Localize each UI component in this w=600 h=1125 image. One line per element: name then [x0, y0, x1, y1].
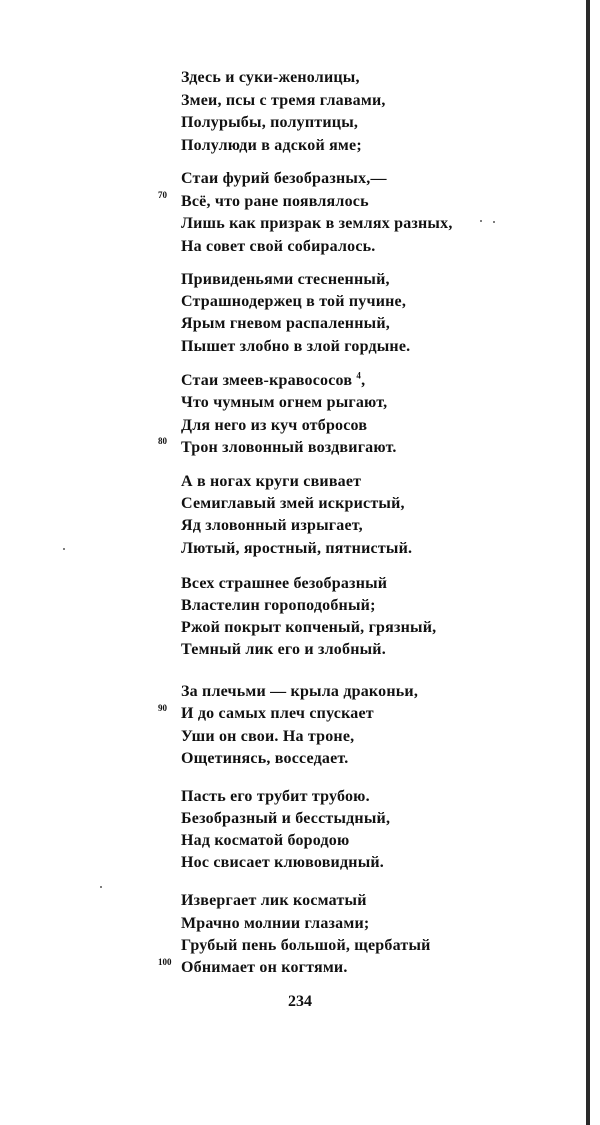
verse-line: Яд зловонный изрыгает, — [181, 517, 363, 534]
verse-line: Змеи, псы с тремя главами, — [181, 92, 386, 109]
verse-line: А в ногах круги свивает — [181, 473, 362, 490]
verse-line: Стаи фурий безобразных,— — [181, 170, 387, 187]
verse-line: Темный лик его и злобный. — [181, 641, 386, 658]
verse-line: Полулюди в адской яме; — [181, 137, 362, 154]
verse-line: На совет свой собиралось. — [181, 238, 376, 255]
scan-speck — [480, 220, 482, 222]
scan-speck — [100, 886, 102, 888]
line-number: 90 — [158, 703, 167, 713]
scan-edge — [586, 0, 590, 1125]
verse-line: Ржой покрыт копченый, грязный, — [181, 619, 437, 636]
verse-line: За плечьми — крыла драконьи, — [181, 683, 419, 700]
verse-line: Мрачно молнии глазами; — [181, 915, 370, 932]
verse-line: Пышет злобно в злой гордыне. — [181, 338, 411, 355]
verse-line: Всё, что ране появлялось — [181, 193, 369, 210]
scan-speck — [63, 548, 65, 550]
verse-line: Нос свисает клювовидный. — [181, 854, 385, 871]
verse-line: Властелин гороподобный; — [181, 597, 376, 614]
footnote-mark: 4 — [356, 370, 362, 381]
verse-line: Лишь как призрак в землях разных, — [181, 215, 453, 232]
verse-line: Пасть его трубит трубою. — [181, 788, 370, 805]
verse-line: Уши он свои. На троне, — [181, 728, 355, 745]
verse-line: И до самых плеч спускает — [181, 705, 374, 722]
verse-line: Извергает лик косматый — [181, 892, 367, 909]
verse-line: Страшнодержец в той пучине, — [181, 293, 407, 310]
verse-line: Для него из куч отбросов — [181, 417, 368, 434]
verse-line: Грубый пень большой, щербатый — [181, 937, 431, 954]
verse-line: Привиденьями стесненный, — [181, 271, 390, 288]
line-number: 70 — [158, 190, 167, 200]
line-number: 100 — [158, 957, 172, 967]
verse-line: Что чумным огнем рыгают, — [181, 394, 388, 411]
verse-line: Семиглавый змей искристый, — [181, 495, 405, 512]
verse-line: Обнимает он когтями. — [181, 959, 348, 976]
verse-line: Лютый, яростный, пятнистый. — [181, 540, 413, 557]
verse-line: Стаи змеев-кравососов $^4$, — [181, 370, 366, 389]
verse-line: Полурыбы, полуптицы, — [181, 114, 359, 131]
verse-line-text: Стаи змеев-кравососов — [181, 372, 353, 389]
verse-line: Ярым гневом распаленный, — [181, 315, 390, 332]
verse-line: Над косматой бородою — [181, 832, 350, 849]
verse-line: Всех страшнее безобразный — [181, 575, 388, 592]
page-number: 234 — [288, 993, 312, 1010]
verse-line: Безобразный и бесстыдный, — [181, 810, 391, 827]
line-number: 80 — [158, 436, 167, 446]
verse-line: Здесь и суки-женолицы, — [181, 69, 360, 86]
verse-line: Ощетинясь, восседает. — [181, 750, 349, 767]
scan-speck — [493, 221, 495, 223]
verse-line: Трон зловонный воздвигают. — [181, 439, 397, 456]
